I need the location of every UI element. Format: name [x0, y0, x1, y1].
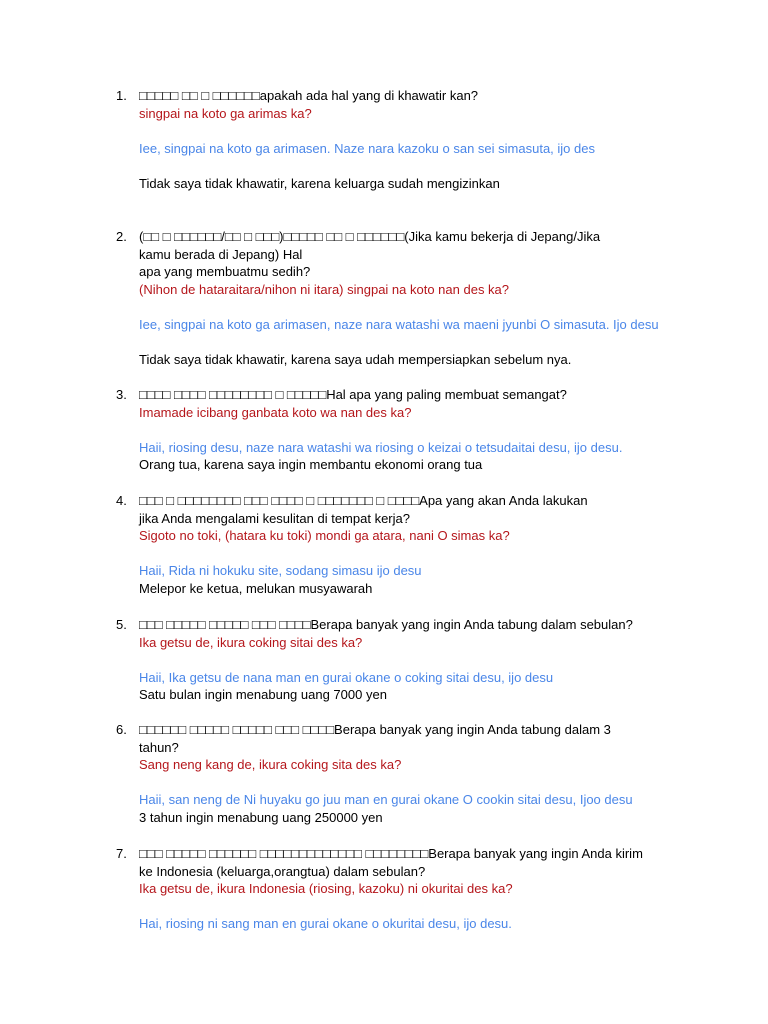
romaji-answer: Haii, riosing desu, naze nara watashi wa riosing o keizai o tetsudaitai desu, ijo desu.	[139, 439, 623, 455]
romaji-answer: Hai, riosing ni sang man en gurai okane o okuritai desu, ijo desu.	[139, 916, 512, 931]
indonesian-answer: Melepor ke ketua, melukan musyawarah	[139, 580, 373, 596]
romaji-answer: Haii, Ika getsu de nana man en gurai okane o coking sitai desu, ijo desu	[139, 669, 554, 685]
question-text: □□□ □□□□□ □□□□□□ □□□□□□□□□□□□□ □□□□□□□□Berapa banyak yang ingin Anda kirim	[139, 846, 643, 861]
romaji-answer: Haii, san neng de Ni huyaku go juu man en gurai okane O cookin sitai desu, Ijoo desu	[139, 792, 633, 807]
item-number: 1.	[116, 88, 127, 103]
romaji-question: Sigoto no toki, (hatara ku toki) mondi ga atara, nani O simas ka?	[139, 528, 510, 543]
indonesian-answer: Satu bulan ingin menabung uang 7000 yen	[139, 687, 387, 702]
question-text: □□□□ □□□□ □□□□□□□□ □ □□□□□Hal apa yang paling membuat semangat?	[139, 387, 567, 402]
romaji-question: singpai na koto ga arimas ka?	[139, 105, 312, 121]
romaji-question: Ika getsu de, ikura coking sitai des ka?	[139, 634, 363, 650]
item-number: 7.	[116, 846, 127, 861]
item-number: 4.	[116, 493, 127, 508]
question-text: □□□ □□□□□ □□□□□ □□□ □□□□Berapa banyak yang ingin Anda tabung dalam sebulan?	[139, 617, 633, 632]
romaji-question: Sang neng kang de, ikura coking sita des ka?	[139, 757, 402, 772]
question-text-cont: jika Anda mengalami kesulitan di tempat kerja?	[139, 510, 410, 526]
indonesian-answer: Tidak saya tidak khawatir, karena saya udah mempersiapkan sebelum nya.	[139, 351, 572, 367]
item-number: 5.	[116, 617, 127, 632]
indonesian-answer: Tidak saya tidak khawatir, karena keluarga sudah mengizinkan	[139, 175, 500, 191]
romaji-answer: Iee, singpai na koto ga arimasen, naze nara watashi wa maeni jyunbi O simasuta. Ijo desu	[139, 316, 659, 332]
question-text: (□□ □ □□□□□□/□□ □ □□□)□□□□□ □□ □ □□□□□□(Jika kamu bekerja di Jepang/Jika	[139, 229, 601, 244]
indonesian-answer: Orang tua, karena saya ingin membantu ekonomi orang tua	[139, 457, 483, 472]
question-text-cont: apa yang membuatmu sedih?	[139, 264, 311, 279]
indonesian-answer: 3 tahun ingin menabung uang 250000 yen	[139, 809, 383, 825]
item-number: 6.	[116, 722, 127, 737]
romaji-question: Imamade icibang ganbata koto wa nan des ka?	[139, 404, 412, 420]
item-number: 2.	[116, 229, 127, 244]
romaji-question: Ika getsu de, ikura Indonesia (riosing, kazoku) ni okuritai des ka?	[139, 881, 513, 896]
romaji-question: (Nihon de hataraitara/nihon ni itara) singpai na koto nan des ka?	[139, 281, 510, 297]
question-text: □□□□□ □□ □ □□□□□□apakah ada hal yang di khawatir kan?	[139, 88, 479, 103]
item-number: 3.	[116, 387, 127, 402]
question-text: □□□ □ □□□□□□□□ □□□ □□□□ □ □□□□□□□ □ □□□□Apa yang akan Anda lakukan	[139, 493, 588, 508]
romaji-answer: Haii, Rida ni hokuku site, sodang simasu ijo desu	[139, 563, 422, 578]
romaji-answer: Iee, singpai na koto ga arimasen. Naze nara kazoku o san sei simasuta, ijo des	[139, 140, 595, 156]
question-text-cont: ke Indonesia (keluarga,orangtua) dalam sebulan?	[139, 863, 426, 879]
question-text-cont: kamu berada di Jepang) Hal	[139, 246, 303, 262]
question-text: □□□□□□ □□□□□ □□□□□ □□□ □□□□Berapa banyak yang ingin Anda tabung dalam 3	[139, 722, 611, 737]
question-text-cont: tahun?	[139, 739, 179, 755]
